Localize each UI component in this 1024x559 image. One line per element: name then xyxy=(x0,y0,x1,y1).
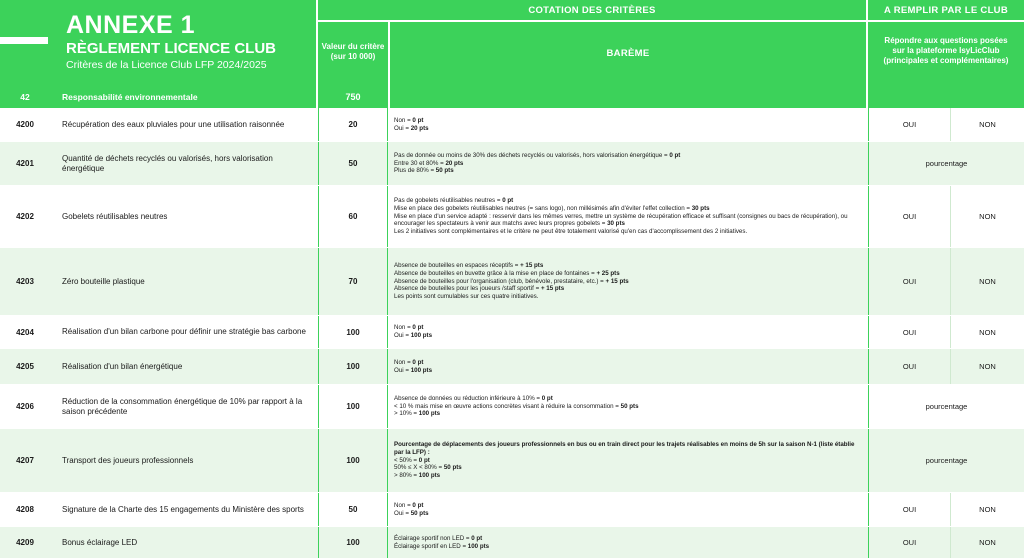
bareme-text: Non = 0 pt Oui = 20 pts xyxy=(394,116,429,132)
criterion-label: Réalisation d'un bilan carbone pour définir une stratégie bas carbone xyxy=(62,327,306,336)
bareme-text: Absence de données ou réduction inférieure à 10% = 0 pt < 10 % mais mise en œuvre actions concrètes visant à réduire la consommation = 50 pts > 10% = 100 pts xyxy=(394,394,639,418)
bareme-text: Non = 0 pt Oui = 100 pts xyxy=(394,358,433,374)
criterion-code: 4204 xyxy=(16,327,34,337)
table-row xyxy=(0,316,1024,349)
bareme-text: Éclairage sportif non LED = 0 pt Éclairage sportif en LED = 100 pts xyxy=(394,534,490,550)
criterion-value: 50 xyxy=(318,493,388,526)
table-row xyxy=(0,349,1024,385)
criterion-label: Réalisation d'un bilan énergétique xyxy=(62,361,183,371)
criterion-value: 100 xyxy=(318,316,388,348)
repondre-header: Répondre aux questions posées sur la plateforme IsyLicClub (principales et complémentaires) xyxy=(868,22,1024,108)
table-row xyxy=(0,385,1024,429)
criteres-subtitle: Critères de la Licence Club LFP 2024/2025 xyxy=(66,59,267,71)
bareme-text: Pourcentage de déplacements des joueurs professionnels en bus ou en train direct pour les trajets réalisables en moins de 5h sur la saison N-1 (liste établie par la LFP) : < 50% = 0 pt 50% ≤ X < 80% = 50 pts > 80% = 100 pts xyxy=(394,441,855,480)
answer-non[interactable]: NON xyxy=(950,316,1024,348)
criterion-bareme xyxy=(392,142,866,185)
table-row xyxy=(0,186,1024,248)
answer-oui[interactable]: OUI xyxy=(868,493,950,526)
criterion-label: Zéro bouteille plastique xyxy=(62,276,145,286)
remplir-header: A REMPLIR PAR LE CLUB xyxy=(868,0,1024,20)
bareme-text: Pas de donnée ou moins de 30% des déchets recyclés ou valorisés, hors valorisation énergétique = 0 pt Entre 30 et 80% = 20 pts Plus de 80% = 50 pts xyxy=(394,151,681,175)
criterion-code: 4201 xyxy=(16,159,34,168)
table-row xyxy=(0,429,1024,493)
bareme-text: Non = 0 pt Oui = 50 pts xyxy=(394,501,429,517)
decorative-bar xyxy=(0,37,48,44)
bareme-text: Non = 0 pt Oui = 100 pts xyxy=(394,324,433,339)
answer-oui[interactable]: OUI xyxy=(868,248,950,315)
criterion-bareme xyxy=(392,493,866,526)
criterion-value: 100 xyxy=(318,349,388,384)
bareme-text: Absence de bouteilles en espaces réceptifs = + 15 pts Absence de bouteilles en buvette grâce à la mise en place de fontaines = + 25 pts Absence de bouteilles pour l'organisation (club, bénévole, prestataire, etc.) = + 15 pts Absence de bouteilles pour les joueurs /staff sportif = + 15 pts Les points sont cumulables sur ces quatre initiatives. xyxy=(394,262,629,301)
answer-oui[interactable]: OUI xyxy=(868,527,950,558)
criterion-value: 100 xyxy=(318,385,388,428)
criterion-label: Gobelets réutilisables neutres xyxy=(62,211,168,221)
criterion-label: Quantité de déchets recyclés ou valorisés, hors valorisation énergétique xyxy=(62,153,273,173)
table-row xyxy=(0,527,1024,559)
criterion-value: 60 xyxy=(318,186,388,247)
cotation-header: COTATION DES CRITÈRES xyxy=(318,0,866,20)
criterion-label: Signature de la Charte des 15 engagements du Ministère des sports xyxy=(62,504,304,514)
section-label: Responsabilité environnementale xyxy=(62,92,198,102)
table-row xyxy=(0,108,1024,142)
criterion-label: Réduction de la consommation énergétique de 10% par rapport à la saison précédente xyxy=(62,396,303,416)
criterion-code: 4206 xyxy=(16,402,34,411)
bareme-text: Pas de gobelets réutilisables neutres = 0 pt Mise en place des gobelets réutilisables neutres (= sans logo), non millésimés afin d'éviter l'effet collection = 30 pts Mise en place d'un service adapté : resservir dans les mêmes verres, mettre un système de récupération efficace et suffisant (consignes ou bacs de récupération), ou encourager les spectateurs à venir aux matchs avec leurs propres gobelets = 30 pts Les 2 initiatives sont complémentaires et le critère ne peut être totalement valorisé qu'en cas d'accomplissement des 2 initiatives. xyxy=(394,197,848,236)
criterion-value: 100 xyxy=(318,429,388,492)
criterion-value: 70 xyxy=(318,248,388,315)
criterion-bareme xyxy=(392,385,866,428)
bareme-header: BARÈME xyxy=(390,22,866,108)
criterion-bareme xyxy=(392,429,866,492)
criterion-code: 4200 xyxy=(16,120,34,129)
valeur-header: Valeur du critère (sur 10 000) xyxy=(318,22,388,108)
answer-non[interactable]: NON xyxy=(950,493,1024,526)
criterion-bareme xyxy=(392,527,866,558)
annexe-title: ANNEXE 1 xyxy=(66,11,196,39)
criterion-bareme xyxy=(392,349,866,384)
criterion-code: 4202 xyxy=(16,212,34,221)
criterion-code: 4203 xyxy=(16,277,34,286)
answer-oui[interactable]: OUI xyxy=(868,186,950,247)
answer-non[interactable]: NON xyxy=(950,527,1024,558)
criterion-code: 4209 xyxy=(16,538,34,547)
answer-pourcentage[interactable]: pourcentage xyxy=(868,142,1024,185)
answer-pourcentage[interactable]: pourcentage xyxy=(868,385,1024,428)
answer-non[interactable]: NON xyxy=(950,186,1024,247)
answer-pourcentage[interactable]: pourcentage xyxy=(868,429,1024,492)
answer-non[interactable]: NON xyxy=(950,108,1024,141)
criteria-table xyxy=(0,108,1024,559)
answer-oui[interactable]: OUI xyxy=(868,108,950,141)
criterion-bareme xyxy=(392,248,866,315)
reglement-title: RÈGLEMENT LICENCE CLUB xyxy=(66,40,276,57)
criterion-label: Transport des joueurs professionnels xyxy=(62,455,194,465)
criterion-label: Bonus éclairage LED xyxy=(62,537,138,547)
section-code: 42 xyxy=(20,92,30,102)
answer-non[interactable]: NON xyxy=(950,248,1024,315)
criterion-bareme xyxy=(392,186,866,247)
table-row xyxy=(0,493,1024,527)
criterion-bareme xyxy=(392,108,866,141)
criterion-value: 50 xyxy=(318,142,388,185)
criterion-bareme xyxy=(392,316,866,348)
answer-oui[interactable]: OUI xyxy=(868,316,950,348)
criterion-value: 20 xyxy=(318,108,388,141)
criterion-code: 4205 xyxy=(16,362,34,371)
answer-oui[interactable]: OUI xyxy=(868,349,950,384)
criterion-code: 4207 xyxy=(16,456,34,465)
criterion-value: 100 xyxy=(318,527,388,558)
criterion-code: 4208 xyxy=(16,505,34,514)
section-value: 750 xyxy=(345,92,361,102)
table-row xyxy=(0,142,1024,186)
answer-non[interactable]: NON xyxy=(950,349,1024,384)
criterion-label: Récupération des eaux pluviales pour une utilisation raisonnée xyxy=(62,119,285,129)
table-row xyxy=(0,248,1024,316)
